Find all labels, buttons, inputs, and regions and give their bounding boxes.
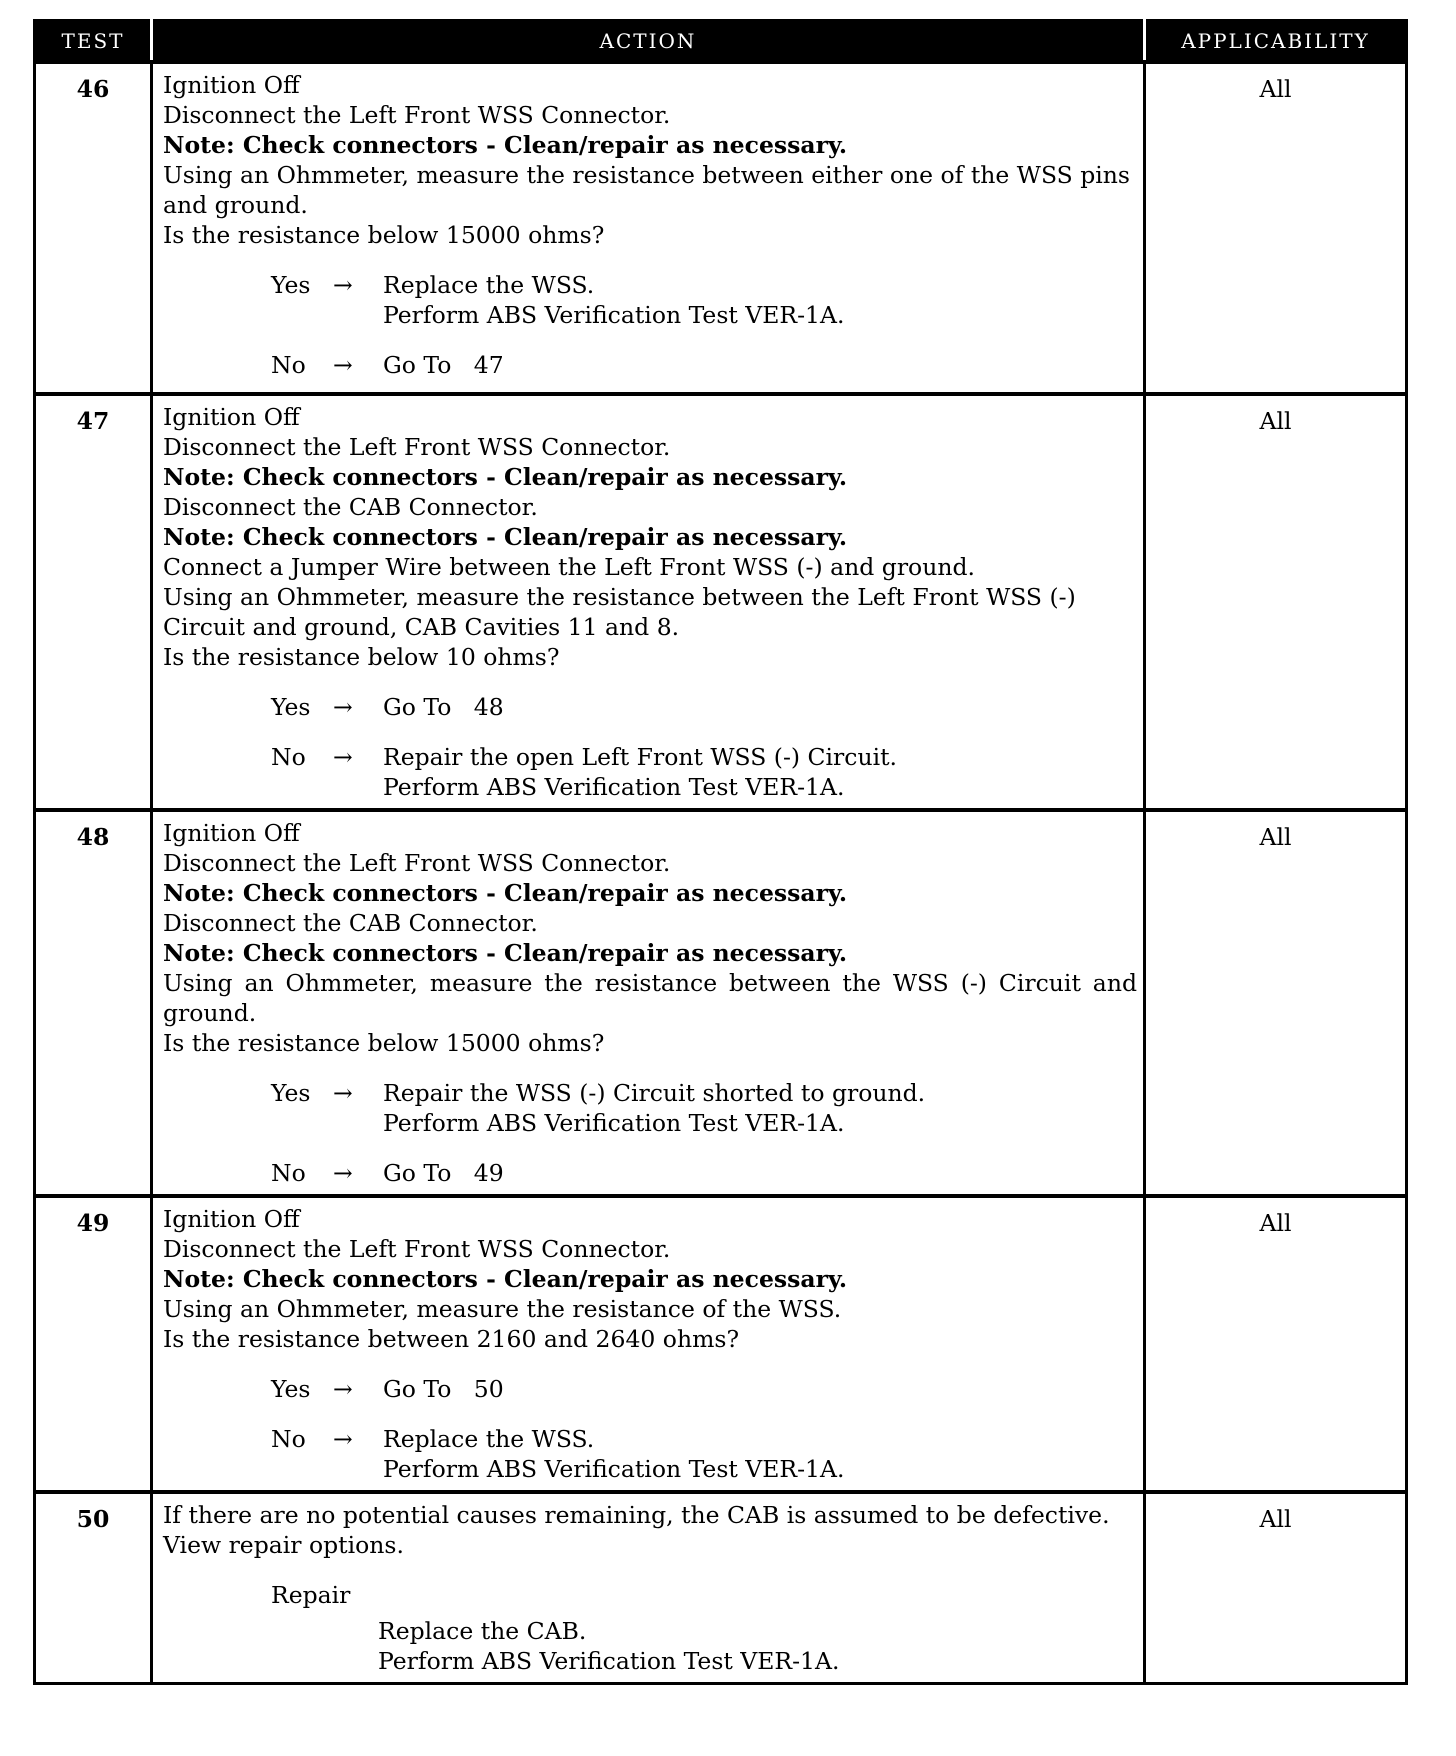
test-row-47	[35, 394, 1407, 810]
result-line: Replace the WSS.	[383, 1425, 595, 1453]
instruction-line: Disconnect the CAB Connector.	[163, 493, 538, 521]
diagnostic-test-table	[33, 19, 1408, 1685]
result-line: Replace the WSS.	[383, 271, 595, 299]
branch-yes	[163, 1374, 1137, 1404]
branch-result	[383, 692, 1137, 722]
branch-yes	[163, 692, 1137, 722]
applicability-value: All	[1145, 394, 1407, 810]
branch-result	[383, 1158, 1137, 1188]
arrow-right-icon: →	[333, 743, 353, 771]
result-line: Repair the open Left Front WSS (-) Circuit.	[383, 743, 898, 771]
result-line: Repair the WSS (-) Circuit shorted to ground.	[383, 1079, 926, 1107]
branch-no	[163, 1424, 1137, 1484]
test-row-50	[35, 1492, 1407, 1684]
branch-label: No	[271, 1425, 306, 1453]
header-applicability: APPLICABILITY	[1145, 21, 1407, 63]
test-row-48	[35, 810, 1407, 1196]
branch-label: Yes	[271, 1375, 311, 1403]
branch-no	[163, 1158, 1137, 1188]
result-line: Go To 47	[383, 351, 504, 379]
branch-result	[383, 270, 1137, 330]
instruction-line: Is the resistance below 15000 ohms?	[163, 221, 605, 249]
branch-label: Yes	[271, 693, 311, 721]
result-line: Perform ABS Verification Test VER-1A.	[383, 1109, 845, 1137]
repair-step: Replace the CAB.	[378, 1617, 587, 1645]
instruction-line: Ignition Off	[163, 403, 300, 431]
note-line: Note: Check connectors - Clean/repair as necessary.	[163, 939, 848, 967]
arrow-right-icon: →	[333, 1425, 353, 1453]
result-line: Go To 50	[383, 1375, 504, 1403]
action-cell	[152, 62, 1145, 394]
instruction-line: Disconnect the Left Front WSS Connector.	[163, 1235, 671, 1263]
header-action: ACTION	[152, 21, 1145, 63]
note-line: Note: Check connectors - Clean/repair as necessary.	[163, 131, 848, 159]
arrow-right-icon: →	[333, 271, 353, 299]
branch-label: Yes	[271, 1079, 311, 1107]
instruction-line: Disconnect the Left Front WSS Connector.	[163, 101, 671, 129]
arrow-right-icon: →	[333, 351, 353, 379]
arrow-right-icon: →	[333, 1159, 353, 1187]
instruction-line: Using an Ohmmeter, measure the resistance between either one of the WSS pins and ground.	[163, 161, 1130, 219]
test-number: 47	[35, 394, 152, 810]
instruction-line: If there are no potential causes remaining, the CAB is assumed to be defective.	[163, 1501, 1110, 1529]
instruction-line: Using an Ohmmeter, measure the resistance between the WSS (-) Circuit and ground.	[163, 969, 1137, 1027]
note-line: Note: Check connectors - Clean/repair as necessary.	[163, 879, 848, 907]
action-cell	[152, 1196, 1145, 1492]
instruction-line: Ignition Off	[163, 71, 300, 99]
branch-label: No	[271, 351, 306, 379]
arrow-right-icon: →	[333, 1079, 353, 1107]
test-row-46	[35, 62, 1407, 394]
applicability-value: All	[1145, 62, 1407, 394]
header-test: TEST	[35, 21, 152, 63]
note-line: Note: Check connectors - Clean/repair as necessary.	[163, 1265, 848, 1293]
instruction-line: Is the resistance between 2160 and 2640 ohms?	[163, 1325, 740, 1353]
repair-title: Repair	[271, 1581, 351, 1609]
branch-result	[383, 1424, 1137, 1484]
repair-options	[163, 1580, 1137, 1676]
table-body	[35, 62, 1407, 1684]
instruction-line: Disconnect the Left Front WSS Connector.	[163, 849, 671, 877]
branch-result	[383, 1374, 1137, 1404]
branch-label: No	[271, 1159, 306, 1187]
note-line: Note: Check connectors - Clean/repair as necessary.	[163, 523, 848, 551]
result-line: Go To 48	[383, 693, 504, 721]
test-number: 49	[35, 1196, 152, 1492]
branch-result	[383, 350, 1137, 380]
branch-no	[163, 350, 1137, 380]
test-number: 46	[35, 62, 152, 394]
branch-result	[383, 742, 1137, 802]
test-number: 50	[35, 1492, 152, 1684]
action-cell	[152, 1492, 1145, 1684]
branch-no	[163, 742, 1137, 802]
instruction-line: Is the resistance below 10 ohms?	[163, 643, 560, 671]
instruction-line: Ignition Off	[163, 819, 300, 847]
test-row-49	[35, 1196, 1407, 1492]
test-number: 48	[35, 810, 152, 1196]
action-cell	[152, 810, 1145, 1196]
instruction-line: Is the resistance below 15000 ohms?	[163, 1029, 605, 1057]
instruction-line: Disconnect the CAB Connector.	[163, 909, 538, 937]
action-cell	[152, 394, 1145, 810]
note-line: Note: Check connectors - Clean/repair as necessary.	[163, 463, 848, 491]
table-header	[35, 21, 1407, 63]
instruction-line: Ignition Off	[163, 1205, 300, 1233]
instruction-line: Disconnect the Left Front WSS Connector.	[163, 433, 671, 461]
instruction-line: Using an Ohmmeter, measure the resistance of the WSS.	[163, 1295, 842, 1323]
instruction-line: Using an Ohmmeter, measure the resistance between the Left Front WSS (-) Circuit and ground, CAB Cavities 11 and 8.	[163, 583, 1076, 641]
instruction-line: View repair options.	[163, 1531, 404, 1559]
branch-label: Yes	[271, 271, 311, 299]
branch-yes	[163, 1078, 1137, 1138]
branch-result	[383, 1078, 1137, 1138]
result-line: Perform ABS Verification Test VER-1A.	[383, 1455, 845, 1483]
result-line: Go To 49	[383, 1159, 504, 1187]
applicability-value: All	[1145, 810, 1407, 1196]
result-line: Perform ABS Verification Test VER-1A.	[383, 773, 845, 801]
repair-step: Perform ABS Verification Test VER-1A.	[378, 1647, 840, 1675]
applicability-value: All	[1145, 1196, 1407, 1492]
branch-yes	[163, 270, 1137, 330]
arrow-right-icon: →	[333, 693, 353, 721]
branch-label: No	[271, 743, 306, 771]
repair-steps	[378, 1616, 1137, 1676]
result-line: Perform ABS Verification Test VER-1A.	[383, 301, 845, 329]
instruction-line: Connect a Jumper Wire between the Left Front WSS (-) and ground.	[163, 553, 975, 581]
applicability-value: All	[1145, 1492, 1407, 1684]
arrow-right-icon: →	[333, 1375, 353, 1403]
